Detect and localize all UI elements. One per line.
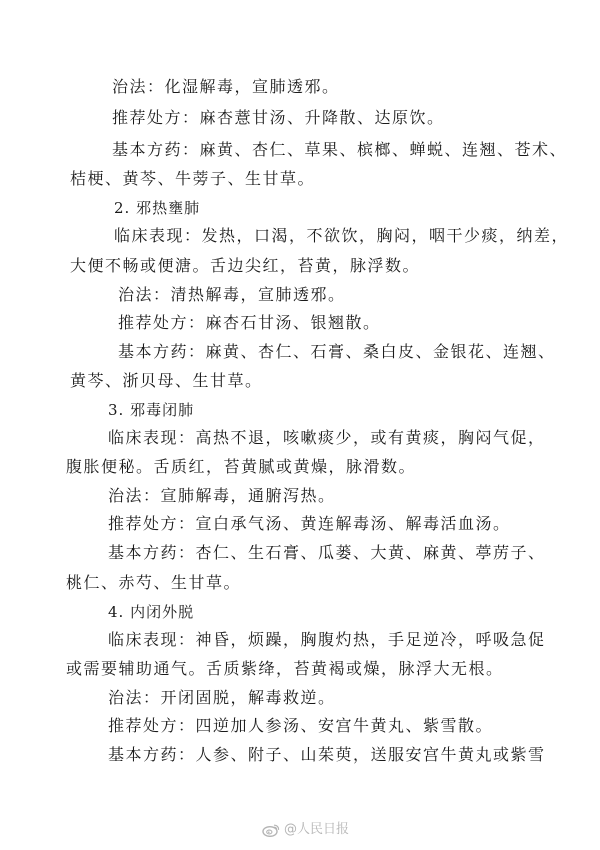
recommended-formula-line: 推荐处方：四逆加人参汤、安宫牛黄丸、紫雪散。 xyxy=(108,716,494,735)
treatment-method-line: 治法：宣肺解毒，通腑泻热。 xyxy=(108,486,336,505)
basic-herbs-continuation: 黄芩、浙贝母、生甘草。 xyxy=(70,371,263,390)
recommended-formula-line: 推荐处方：麻杏薏甘汤、升降散、达原饮。 xyxy=(112,108,445,127)
watermark-text: @人民日报 xyxy=(284,822,350,837)
clinical-manifestation-continuation: 腹胀便秘。舌质红，苔黄腻或黄燥，脉滑数。 xyxy=(66,457,417,476)
section-heading-2: 2. 邪热壅肺 xyxy=(114,199,201,217)
basic-herbs-continuation: 桃仁、赤芍、生甘草。 xyxy=(66,573,242,592)
clinical-manifestation-line: 临床表现：高热不退，咳嗽痰少，或有黄痰，胸闷气促， xyxy=(108,428,546,447)
weibo-icon xyxy=(262,823,280,837)
clinical-manifestation-line: 临床表现：发热，口渴，不欲饮，胸闷，咽干少痰，纳差， xyxy=(114,226,570,245)
basic-herbs-line: 基本方药：杏仁、生石膏、瓜蒌、大黄、麻黄、葶苈子、 xyxy=(108,543,546,562)
recommended-formula-line: 推荐处方：宣白承气汤、黄连解毒汤、解毒活血汤。 xyxy=(108,514,511,533)
treatment-method-line: 治法：化湿解毒，宣肺透邪。 xyxy=(112,77,340,96)
clinical-manifestation-continuation: 或需要辅助通气。舌质紫绛，苔黄褐或燥，脉浮大无根。 xyxy=(66,659,504,678)
watermark xyxy=(262,822,349,838)
basic-herbs-line: 基本方药：麻黄、杏仁、草果、槟榔、蝉蜕、连翘、苍术、 xyxy=(112,140,568,159)
basic-herbs-line: 基本方药：麻黄、杏仁、石膏、桑白皮、金银花、连翘、 xyxy=(118,342,556,361)
basic-herbs-continuation: 桔梗、黄芩、牛蒡子、生甘草。 xyxy=(70,169,316,188)
clinical-manifestation-continuation: 大便不畅或便溏。舌边尖红，苔黄，脉浮数。 xyxy=(70,256,421,275)
treatment-method-line: 治法：清热解毒，宣肺透邪。 xyxy=(118,285,346,304)
clinical-manifestation-line: 临床表现：神昏，烦躁，胸腹灼热，手足逆冷，呼吸急促 xyxy=(108,630,546,649)
recommended-formula-line: 推荐处方：麻杏石甘汤、银翘散。 xyxy=(118,313,381,332)
basic-herbs-line: 基本方药：人参、附子、山茱萸，送服安宫牛黄丸或紫雪 xyxy=(108,745,546,764)
section-heading-3: 3. 邪毒闭肺 xyxy=(108,401,195,419)
treatment-method-line: 治法：开闭固脱，解毒救逆。 xyxy=(108,688,336,707)
section-heading-4: 4. 内闭外脱 xyxy=(108,603,195,621)
